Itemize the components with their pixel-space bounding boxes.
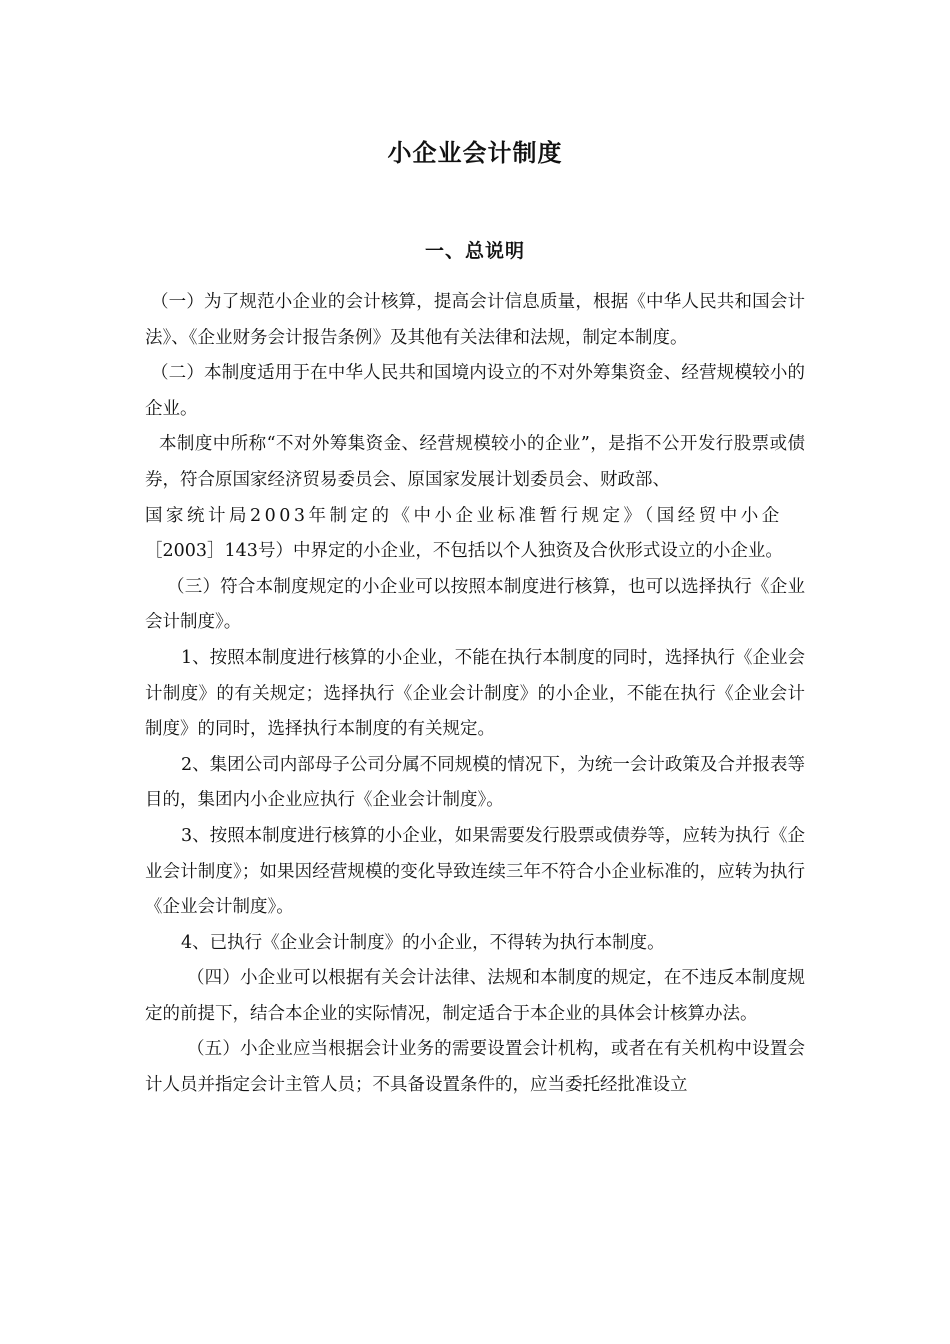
paragraph-4: （三）符合本制度规定的小企业可以按照本制度进行核算，也可以选择执行《企业会计制度》。 xyxy=(145,576,805,633)
paragraph-5: 1、按照本制度进行核算的小企业，不能在执行本制度的同时，选择执行《企业会计制度》的有关规定；选择执行《企业会计制度》的小企业，不能在执行《企业会计制度》的同时，选择执行本制度的有关规定。 xyxy=(145,647,805,740)
paragraph-2: （二）本制度适用于在中华人民共和国境内设立的不对外筹集资金、经营规模较小的企业。 xyxy=(145,363,805,419)
document-title: 小企业会计制度 xyxy=(387,138,563,167)
paragraph-3: 本制度中所称“不对外筹集资金、经营规模较小的企业”，是指不公开发行股票或债券，符合原国家经济贸易委员会、原国家发展计划委员会、财政部、 xyxy=(145,434,805,490)
paragraph-6: 2、集团公司内部母子公司分属不同规模的情况下，为统一会计政策及合并报表等目的，集团内小企业应执行《企业会计制度》。 xyxy=(145,754,805,811)
paragraph-8: 4、已执行《企业会计制度》的小企业，不得转为执行本制度。 xyxy=(181,932,665,953)
paragraph-1: （一）为了规范小企业的会计核算，提高会计信息质量，根据《中华人民共和国会计法》、《企业财务会计报告条例》及其他有关法律和法规，制定本制度。 xyxy=(145,292,805,348)
section-title: 一、总说明 xyxy=(424,240,525,262)
document-body xyxy=(145,285,805,1104)
paragraph-10: （五）小企业应当根据会计业务的需要设置会计机构，或者在有关机构中设置会计人员并指定会计主管人员；不具备设置条件的，应当委托经批准设立 xyxy=(145,1039,805,1096)
paragraph-9: （四）小企业可以根据有关会计法律、法规和本制度的规定，在不违反本制度规定的前提下，结合本企业的实际情况，制定适合于本企业的具体会计核算办法。 xyxy=(145,968,805,1024)
paragraph-3-line-5: ［2003］143号）中界定的小企业，不包括以个人独资及合伙形式设立的小企业。 xyxy=(145,541,783,562)
paragraph-3-line-4: 国家统计局2003年制定的《中小企业标准暂行规定》（国经贸中小企 xyxy=(145,505,783,526)
paragraph-7: 3、按照本制度进行核算的小企业，如果需要发行股票或债券等，应转为执行《企业会计制度》；如果因经营规模的变化导致连续三年不符合小企业标准的，应转为执行《企业会计制度》。 xyxy=(145,825,805,918)
